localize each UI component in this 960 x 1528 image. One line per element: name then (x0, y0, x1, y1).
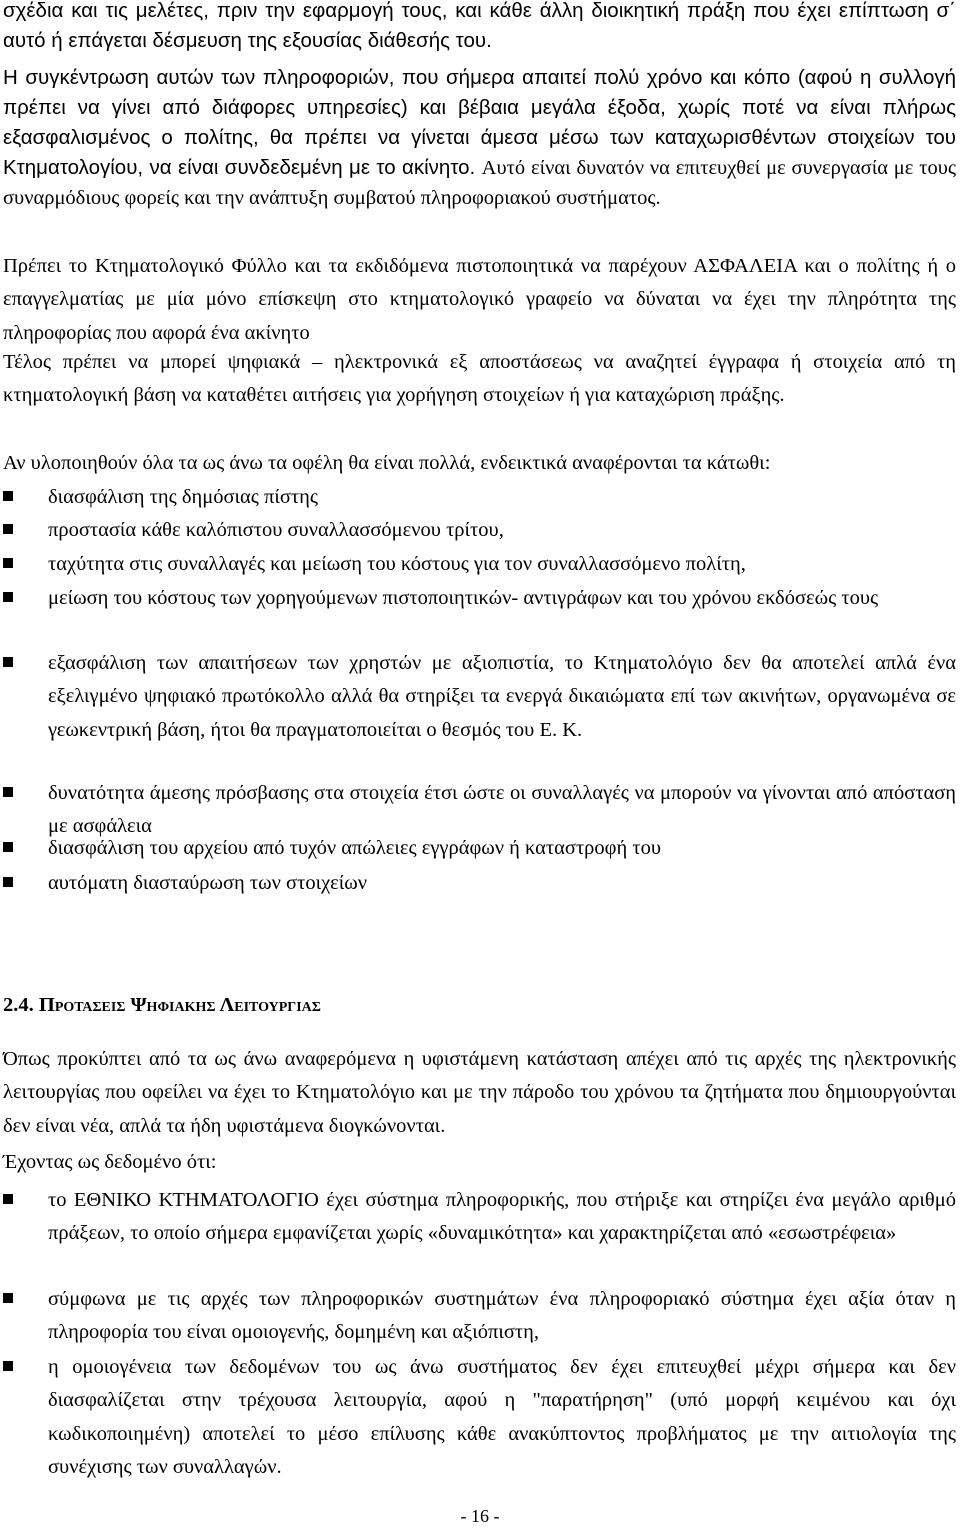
square-bullet-icon (3, 1293, 13, 1303)
square-bullet-icon (3, 592, 13, 602)
paragraph-benefits-intro: Αν υλοποιηθούν όλα τα ως άνω τα οφέλη θα είναι πολλά, ενδεικτικά αναφέρονται τα κάτωθι: (3, 452, 771, 474)
list-item: δυνατότητα άμεσης πρόσβασης στα στοιχεία έτσι ώστε οι συναλλαγές να μπορούν να γίνονται από απόσταση με ασφάλεια (3, 777, 956, 844)
paragraph-current-state: Όπως προκύπτει από τα ως άνω αναφερόμενα η υφιστάμενη κατάσταση απέχει από τις αρχές της ηλεκτρονικής λειτουργίας που οφείλει να έχει το Κτηματολόγιο και με την πάροδο του χρόνου τα ζητήματα που δημιουργούνται δεν είναι νέα, απλά τα ήδη υφιστάμενα διογκώνονται. (3, 1048, 956, 1137)
list-item: μείωση του κόστους των χορηγούμενων πιστοποιητικών- αντιγράφων και του χρόνου εκδόσεώς τους (3, 582, 956, 615)
square-bullet-icon (3, 657, 13, 667)
square-bullet-icon (3, 1361, 13, 1371)
list-item: διασφάλιση του αρχείου από τυχόν απώλειες εγγράφων ή καταστροφή του (3, 832, 956, 865)
section-title: Προτασεισ Ψηφιακησ Λειτουργιασ (38, 994, 321, 1016)
list-item: ταχύτητα στις συναλλαγές και μείωση του κόστους για τον συναλλασσόμενο πολίτη, (3, 548, 956, 581)
paragraph-text: Αυτό είναι δυνατόν να επιτευχθεί με συνεργασία με τους συναρμόδιους φορείς και την ανάπτυξη συμβατού πληροφοριακού συστήματος. (3, 157, 956, 209)
section-heading (3, 990, 321, 1020)
paragraph-remote-access: Τέλος πρέπει να μπορεί ψηφιακά – ηλεκτρονικά εξ αποστάσεως να αναζητεί έγγραφα ή στοιχεία από τη κτηματολογική βάση να καταθέτει αιτήσεις για χορήγηση στοιχείων ή για καταχώριση πράξης. (3, 351, 956, 407)
list-item: διασφάλιση της δημόσιας πίστης (3, 481, 956, 514)
paragraph-text: Η συγκέντρωση αυτών των πληροφοριών, που σήμερα απαιτεί πολύ χρόνο και κόπο (αφού η συλλογή πρέπει να γίνει από διάφορες υπηρεσίες) και βέβαια μεγάλα έξοδα, χωρίς ποτέ να είναι πλήρως εξασφαλισμένος ο πολίτης, θα πρέπει να γίνεται άμεσα μέσω των καταχωρισθέντων στοιχείων του Κτηματολογίου, να είναι συνδεδεμένη με το ακίνητο. (3, 66, 956, 179)
list-item: εξασφάλιση των απαιτήσεων των χρηστών με αξιοπιστία, το Κτηματολόγιο δεν θα αποτελεί απλά ένα εξελιγμένο ψηφιακό πρωτόκολλο αλλά θα στηρίξει τα ενεργά δικαιώματα επί των ακινήτων, οργανωμένα σε γεωκεντρική βάση, ήτοι θα πραγματοποιείται ο θεσμός του Ε. Κ. (3, 647, 956, 747)
square-bullet-icon (3, 558, 13, 568)
square-bullet-icon (3, 524, 13, 534)
paragraph-information-gathering (3, 63, 956, 213)
square-bullet-icon (3, 1194, 13, 1204)
page-number: - 16 - (460, 1506, 500, 1526)
paragraph-safety: Πρέπει το Κτηματολογικό Φύλλο και τα εκδιδόμενα πιστοποιητικά να παρέχουν ΑΣΦΑΛΕΙΑ και ο πολίτης ή ο επαγγελματίας με μία μόνο επίσκεψη στο κτηματολογικό γραφείο να δύναται να έχει την πληρότητα της πληροφορίας που αφορά ένα ακίνητο (3, 255, 956, 344)
square-bullet-icon (3, 787, 13, 797)
list-item: σύμφωνα με τις αρχές των πληροφορικών συστημάτων ένα πληροφοριακό σύστημα έχει αξία όταν η πληροφορία του είναι ομοιογενής, δομημένη και αξιόπιστη, (3, 1283, 956, 1350)
square-bullet-icon (3, 491, 13, 501)
list-item: αυτόματη διασταύρωση των στοιχείων (3, 867, 956, 900)
square-bullet-icon (3, 842, 13, 852)
section-number: 2.4. (3, 994, 34, 1016)
paragraph-given-that: Έχοντας ως δεδομένο ότι: (3, 1151, 217, 1173)
paragraph-continuation: σχέδια και τις μελέτες, πριν την εφαρμογή τους, και κάθε άλλη διοικητική πράξη που έχει επίπτωση σ΄ αυτό ή επάγεται δέσμευση της εξουσίας διάθεσής του. (3, 0, 956, 52)
list-item: η ομοιογένεια των δεδομένων του ως άνω συστήματος δεν έχει επιτευχθεί μέχρι σήμερα και δεν διασφαλίζεται στην τρέχουσα λειτουργία, αφού η "παρατήρηση" (υπό μορφή κειμένου και όχι κωδικοποιημένη) αποτελεί το μέσο επίλυσης κάθε ανακύπτοντος προβλήματος με την αιτιολογία της συνέχισης των συναλλαγών. (3, 1351, 956, 1484)
square-bullet-icon (3, 877, 13, 887)
list-item: προστασία κάθε καλόπιστου συναλλασσόμενου τρίτου, (3, 514, 956, 547)
list-item: το ΕΘΝΙΚΟ ΚΤΗΜΑΤΟΛΟΓΙΟ έχει σύστημα πληροφορικής, που στήριξε και στηρίζει ένα μεγάλο αριθμό πράξεων, το οποίο σήμερα εμφανίζεται χωρίς «δυναμικότητα» και χαρακτηρίζεται από «εσωστρέφεια» (3, 1184, 956, 1251)
